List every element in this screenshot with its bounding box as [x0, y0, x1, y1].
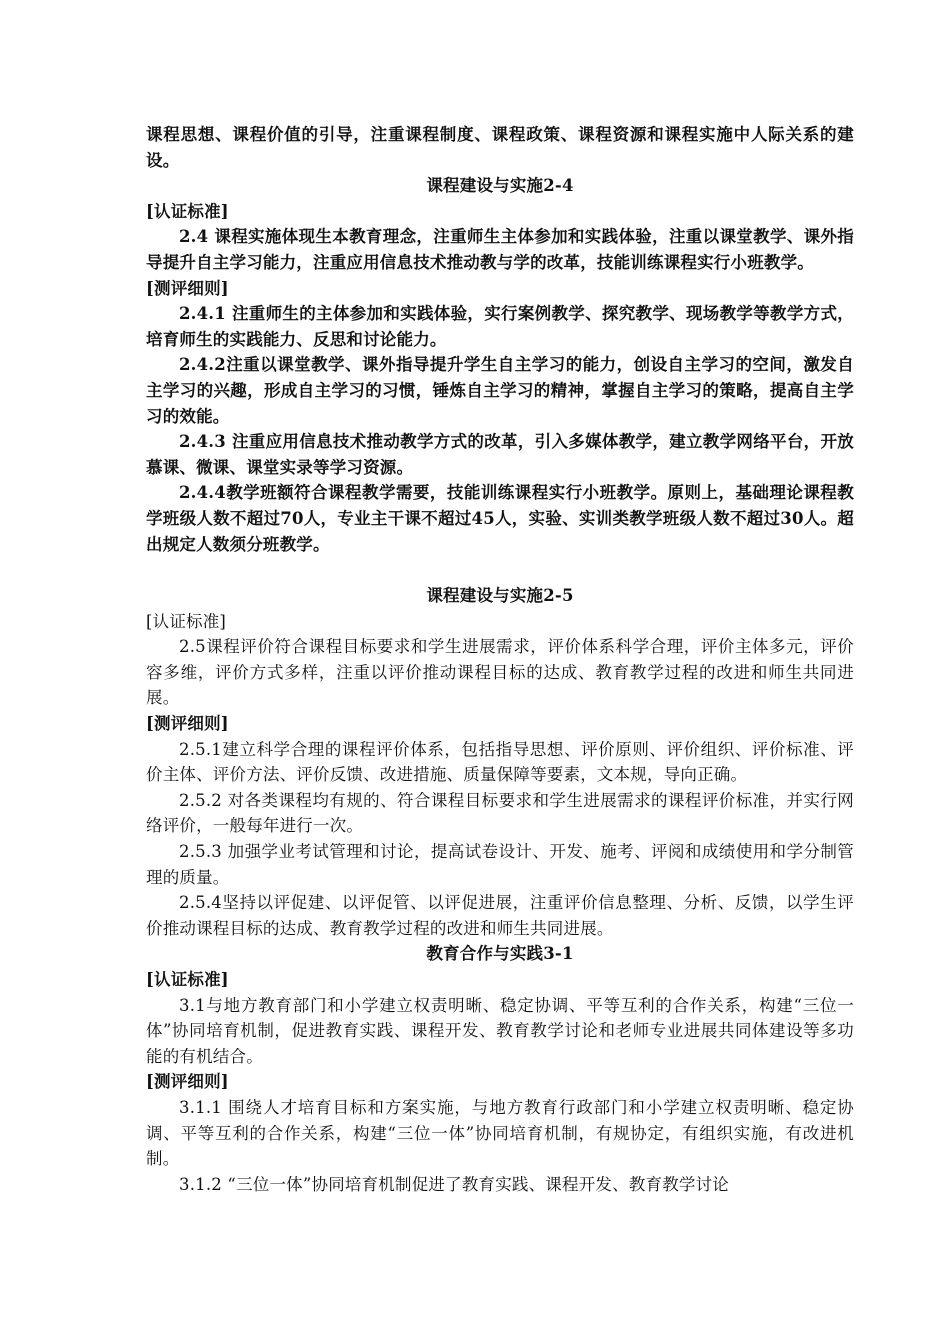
- detail-item-2-5-4: 2.5.4坚持以评促建、以评促管、以评促进展，注重评价信息整理、分析、反馈，以学生评价推动课程目标的达成、教育教学过程的改进和师生共同进展。: [146, 893, 854, 938]
- detail-item-2-4-2: 2.4.2注重以课堂教学、课外指导提升学生自主学习的能力，创设自主学习的空间，激发自主学习的兴趣，形成自主学习的习惯，锤炼自主学习的精神，掌握自主学习的策略，提高自主学习的效能。: [146, 355, 854, 426]
- section-title-2-4: 课程建设与实施2-4: [426, 176, 574, 196]
- detail-item-2-5-1: 2.5.1建立科学合理的课程评价体系，包括指导思想、评价原则、评价组织、评价标准、评价主体、评价方法、评价反馈、改进措施、质量保障等要素，文本规，导向正确。: [146, 739, 854, 785]
- intro-paragraph: 课程思想、课程价值的引导，注重课程制度、课程政策、课程资源和课程实施中人际关系的建设。: [146, 125, 854, 170]
- standard-label-3-1: [认证标准]: [146, 970, 229, 989]
- detail-label-2-5: [测评细则]: [146, 714, 229, 734]
- standard-text-2-4: 2.4 课程实施体现生本教育理念，注重师生主体参加和实践体验，注重以课堂教学、课外指导提升自主学习能力，注重应用信息技术推动教与学的改革，技能训练课程实行小班教学。: [146, 227, 854, 272]
- detail-label-2-4: [测评细则]: [146, 278, 229, 298]
- section-spacer: [146, 557, 854, 583]
- detail-item-2-4-3: 2.4.3 注重应用信息技术推动教学方式的改革，引入多媒体教学，建立教学网络平台，开放慕课、微课、课堂实录等学习资源。: [146, 432, 854, 477]
- standard-text-3-1: 3.1与地方教育部门和小学建立权责明晰、稳定协调、平等互利的合作关系，构建“三位一体”协同培育机制，促进教育实践、课程开发、教育教学讨论和老师专业进展共同体建设等多功能的有机结合。: [146, 995, 854, 1066]
- detail-item-2-5-2: 2.5.2 对各类课程均有规的、符合课程目标要求和学生进展需求的课程评价标准，并实行网络评价，一般每年进行一次。: [146, 790, 854, 836]
- detail-item-2-5-3: 2.5.3 加强学业考试管理和讨论，提高试卷设计、开发、施考、评阅和成绩使用和学分制管理的质量。: [146, 842, 854, 887]
- detail-item-2-4-1: 2.4.1 注重师生的主体参加和实践体验，实行案例教学、探究教学、现场教学等教学方式，培育师生的实践能力、反思和讨论能力。: [146, 304, 854, 349]
- standard-text-2-5: 2.5课程评价符合课程目标要求和学生进展需求，评价体系科学合理，评价主体多元，评价容多维，评价方式多样，注重以评价推动课程目标的达成、教育教学过程的改进和师生共同进展。: [146, 637, 854, 708]
- document-page: [146, 122, 854, 1197]
- detail-item-2-4-4: 2.4.4教学班额符合课程教学需要，技能训练课程实行小班教学。原则上，基础理论课程教学班级人数不超过70人，专业主干课不超过45人，实验、实训类教学班级人数不超过30人。超出规定人数须分班教学。: [146, 483, 854, 554]
- detail-item-3-1-1: 3.1.1 围绕人才培育目标和方案实施，与地方教育行政部门和小学建立权责明晰、稳定协调、平等互利的合作关系，构建“三位一体”协同培育机制，有规协定，有组织实施，有改进机制。: [146, 1097, 854, 1169]
- standard-label-2-5: [认证标准]: [146, 611, 227, 631]
- detail-item-3-1-2: 3.1.2 “三位一体”协同培育机制促进了教育实践、课程开发、教育教学讨论: [179, 1174, 729, 1194]
- detail-label-3-1: [测评细则]: [146, 1072, 229, 1092]
- section-title-3-1: 教育合作与实践3-1: [426, 944, 574, 964]
- section-title-2-5: 课程建设与实施2-5: [426, 586, 574, 606]
- standard-label-2-4: [认证标准]: [146, 201, 229, 221]
